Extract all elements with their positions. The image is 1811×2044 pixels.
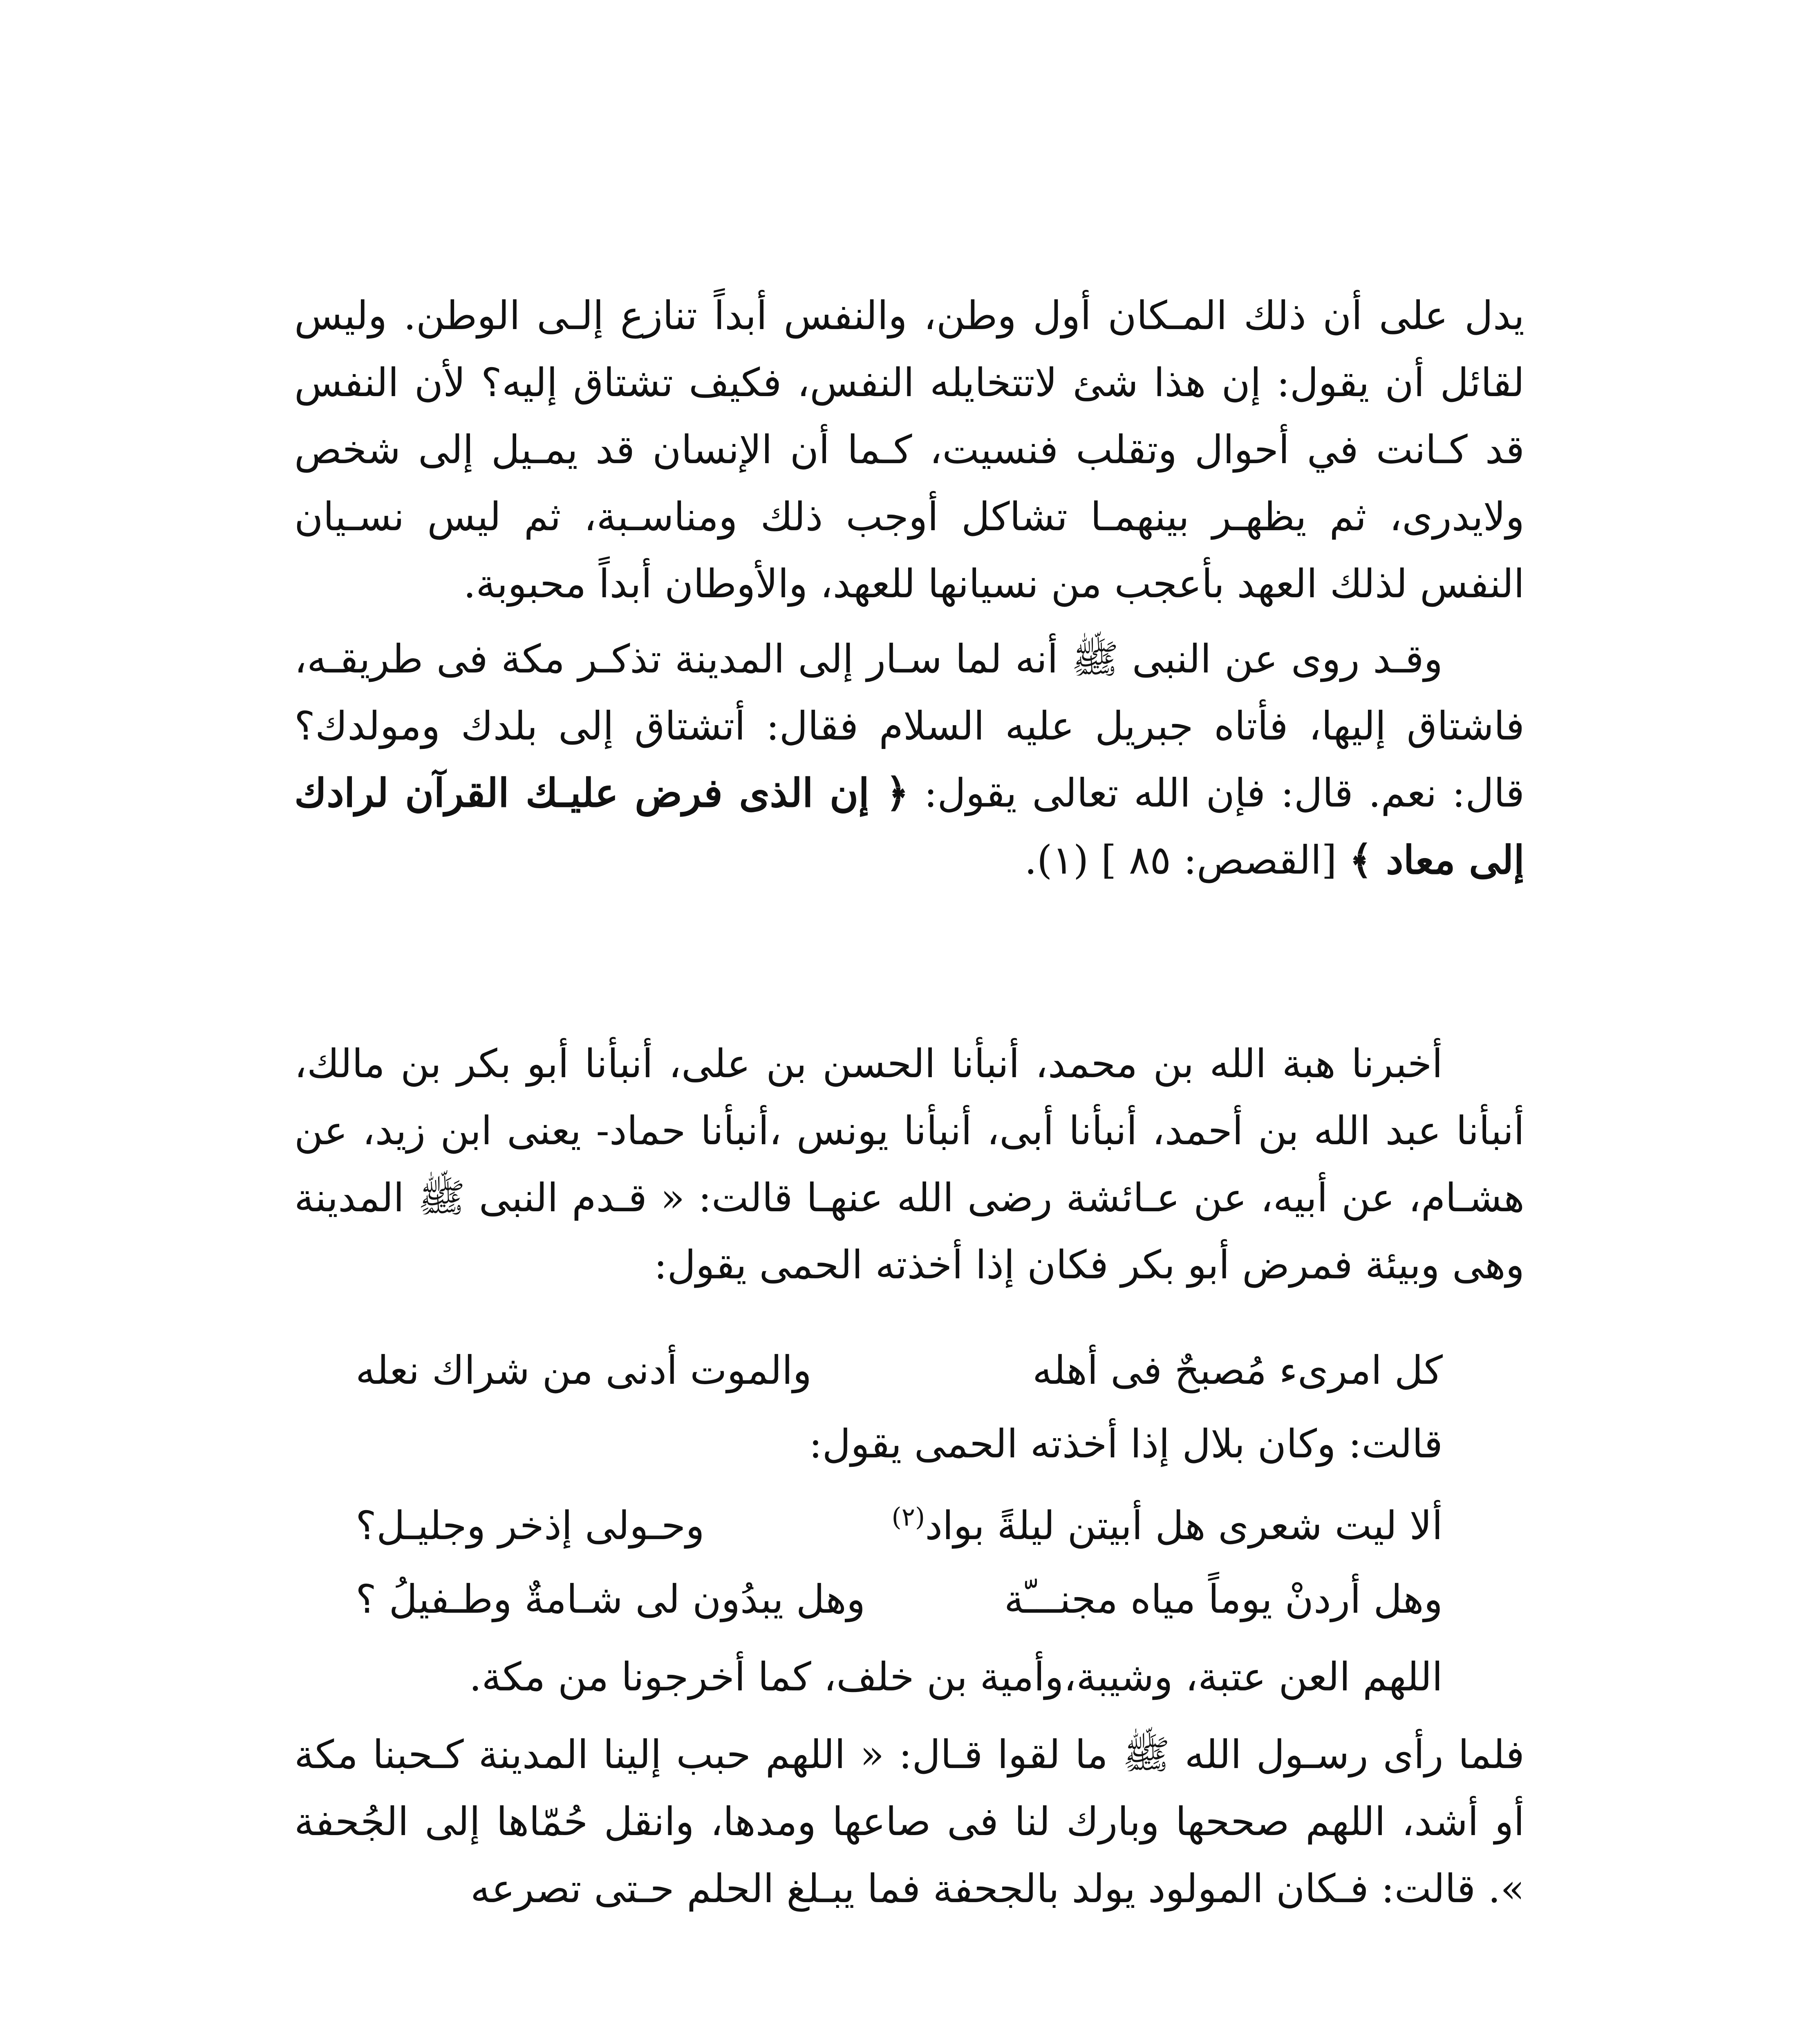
- paragraph-3: [294, 1030, 1524, 1298]
- quran-verse: ﴿ إن الذى فرض عليـك القرآن لرادك إلى معاد ﴾: [294, 770, 1524, 883]
- verse-2-left-hemistich: وحـولى إذخر وجليـل؟: [356, 1503, 705, 1549]
- dua-text: اللهم العن عتبة، وشيبة،وأمية بن خلف، كما أخرجونا من مكة.: [469, 1654, 1443, 1700]
- quran-reference: [القصص: ٨٥ ]: [1101, 837, 1337, 883]
- verse-2: [294, 1492, 1524, 1559]
- bilal-intro-line: [294, 1410, 1524, 1477]
- verse-1: [294, 1337, 1524, 1404]
- footnote-marker-1: (١): [1036, 837, 1089, 883]
- dua-line: [294, 1643, 1524, 1710]
- verse-3-right-hemistich: وهل أردنْ يوماً مياه مجنـــّة: [1004, 1576, 1443, 1622]
- paragraph-4-text: فلما رأى رسـول الله ﷺ ما لقوا قـال: « اللهم حبب إلينا المدينة كـحبنا مكة أو أشد، اللهم صححها وبارك لنا فى صاعها ومدها، وانقل حُمّاها إلى الجُحفة ». قالت: فـكان المولود يولد بالجحفة فما يبـلغ الحلم حـتى تصرعه: [294, 1732, 1524, 1912]
- verse-2-right-text: ألا ليت شعرى هل أبيتن ليلةً بواد: [925, 1503, 1443, 1549]
- paragraph-2-text: وقـد روى عن النبى ﷺ أنه لما سـار إلى المدينة تذكـر مكة فى طريقـه، فاشتاق إليها، فأتاه جبريل عليه السلام فقال: أتشتاق إلى بلدك ومولدك؟ قال: نعم. قال: فإن الله تعالى يقول:: [294, 636, 1525, 816]
- paragraph-1-text: يدل على أن ذلك المـكان أول وطن، والنفس أبداً تنازع إلـى الوطن. وليس لقائل أن يقول: إن هذا شئ لاتتخايله النفس، فكيف تشتاق إليه؟ لأن النفس قد كـانت في أحوال وتقلب فنسيت، كـما أن الإنسان قد يمـيل إلى شخص ولايدرى، ثم يظهـر بينهمـا تشاكل أوجب ذلك ومناسـبة، ثم ليس نسـيان النفس لذلك العهد بأعجب من نسيانها للعهد، والأوطان أبداً محبوبة.: [294, 293, 1524, 607]
- bilal-intro-text: قالت: وكان بلال إذا أخذته الحمى يقول:: [809, 1421, 1443, 1467]
- verse-3-left-hemistich: وهل يبدُون لى شـامةٌ وطـفيلُ ؟: [356, 1576, 866, 1622]
- verse-1-left-hemistich: والموت أدنى من شراك نعله: [356, 1347, 812, 1393]
- verse-1-right-hemistich: كل امرىء مُصبحٌ فى أهله: [1032, 1347, 1443, 1393]
- verse-3: [294, 1566, 1524, 1633]
- paragraph-1: [294, 282, 1524, 617]
- paragraph-2-end: .: [1024, 837, 1037, 883]
- paragraph-2: [294, 625, 1524, 894]
- paragraph-4: [294, 1721, 1524, 1922]
- paragraph-2-body: [294, 625, 1524, 894]
- footnote-marker-2: (٢): [891, 1502, 925, 1532]
- verse-2-right-hemistich: [891, 1492, 1443, 1559]
- paragraph-3-text: أخبرنا هبة الله بن محمد، أنبأنا الحسن بن على، أنبأنا أبو بكر بن مالك، أنبأنا عبد الله بن أحمد، أنبأنا أبى، أنبأنا يونس ،أنبأنا حماد- يعنى ابن زيد، عن هشـام، عن أبيه، عن عـائشة رضى الله عنهـا قالت: « قـدم النبى ﷺ المدينة وهى وبيئة فمرض أبو بكر فكان إذا أخذته الحمى يقول:: [294, 1041, 1524, 1288]
